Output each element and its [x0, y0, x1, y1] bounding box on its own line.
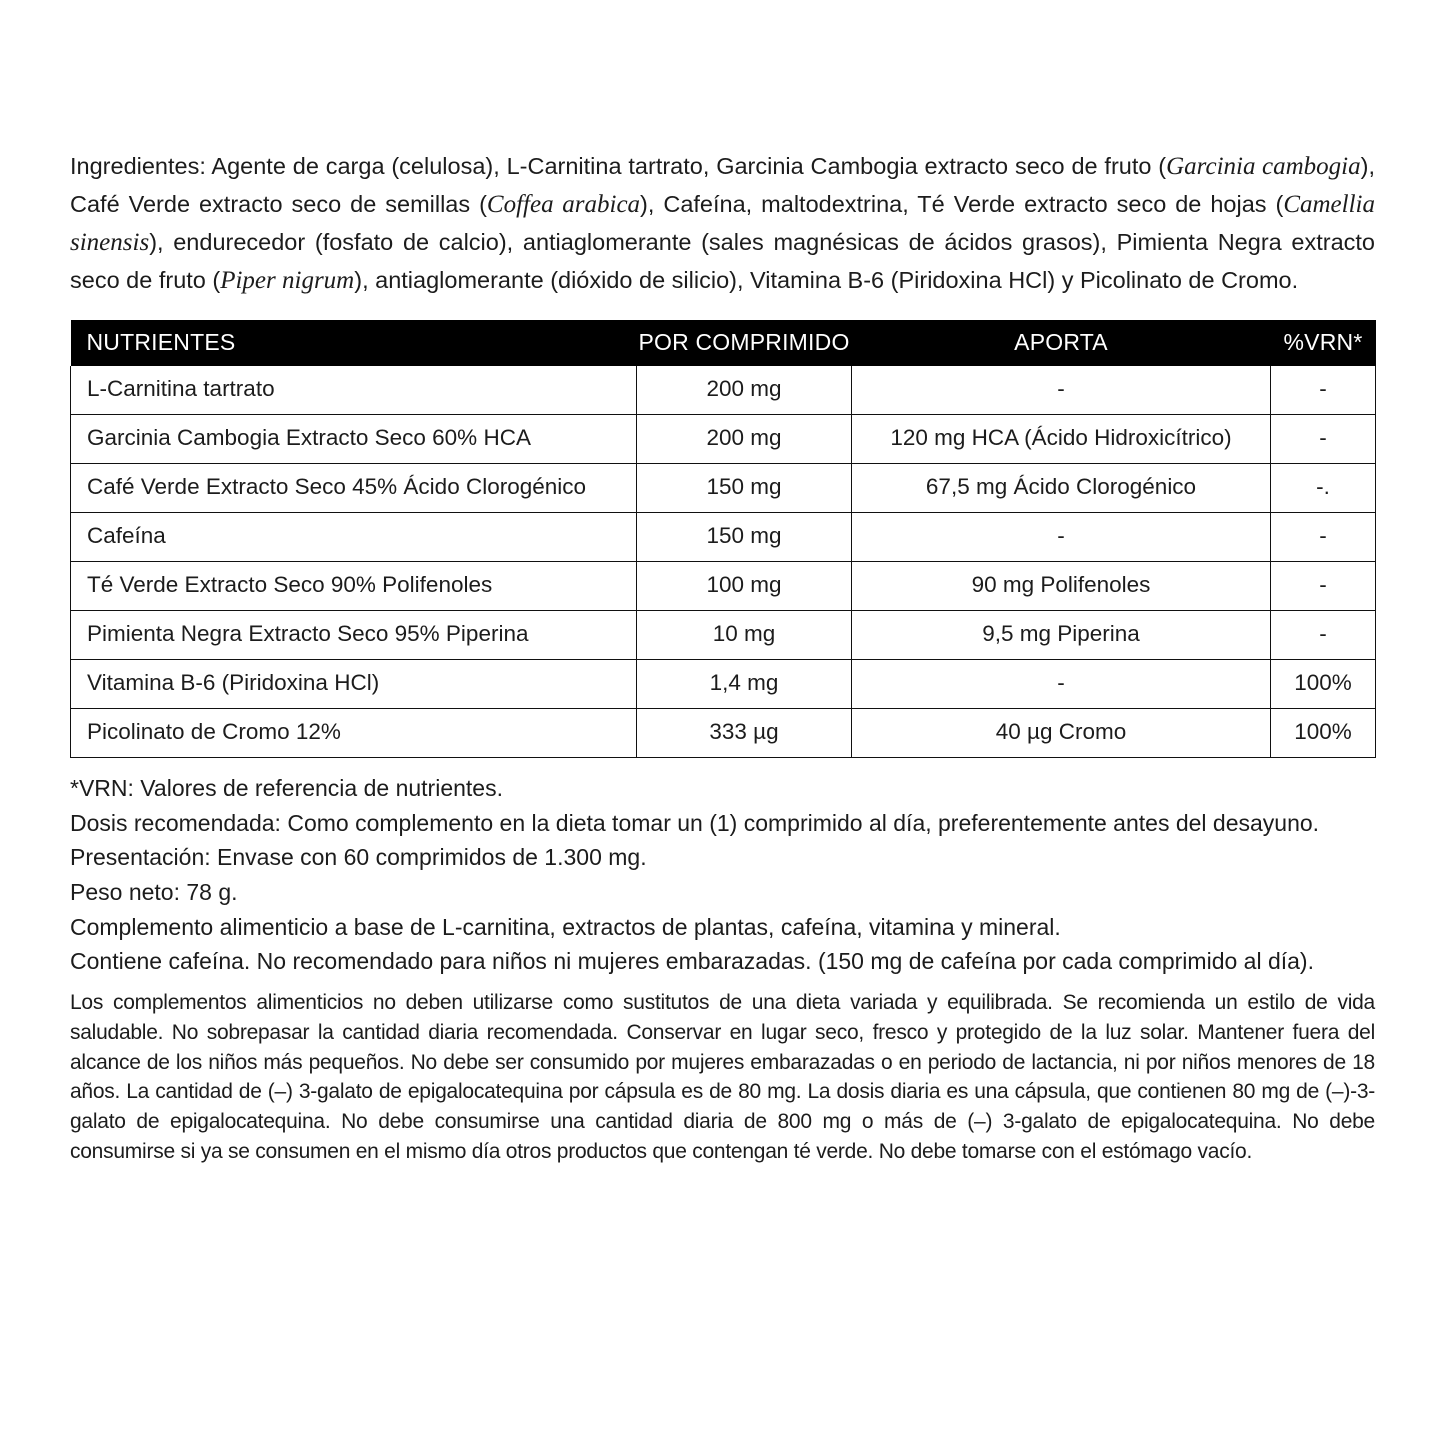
- cell-vrn: -: [1271, 562, 1376, 611]
- table-header: [71, 320, 1376, 366]
- caffeine-warning: Contiene cafeína. No recomendado para niños ni mujeres embarazadas. (150 mg de cafeína por cada comprimido al día).: [70, 948, 1314, 975]
- cell-vrn: 100%: [1271, 660, 1376, 709]
- cell-nutriente: Café Verde Extracto Seco 45% Ácido Clorogénico: [71, 464, 637, 513]
- ingredients-text: ), Café Verde extracto seco de semillas (: [70, 153, 1375, 217]
- cell-por-comprimido: 100 mg: [637, 562, 852, 611]
- cell-nutriente: Té Verde Extracto Seco 90% Polifenoles: [71, 562, 637, 611]
- cell-por-comprimido: 333 µg: [637, 709, 852, 758]
- cell-por-comprimido: 10 mg: [637, 611, 852, 660]
- column-header-vrn: %VRN*: [1271, 320, 1376, 366]
- table-body: [71, 366, 1376, 758]
- cell-vrn: 100%: [1271, 709, 1376, 758]
- cell-vrn: -: [1271, 611, 1376, 660]
- column-header-aporta: APORTA: [852, 320, 1271, 366]
- notes-section: [70, 772, 1375, 1167]
- botanical-name: Garcinia cambogia: [1166, 153, 1361, 180]
- botanical-name: Piper nigrum: [220, 267, 355, 294]
- presentation: Presentación: Envase con 60 comprimidos de 1.300 mg.: [70, 844, 647, 871]
- cell-aporta: -: [852, 660, 1271, 709]
- cell-por-comprimido: 1,4 mg: [637, 660, 852, 709]
- cell-aporta: -: [852, 513, 1271, 562]
- table-row: [71, 709, 1376, 758]
- table-header-row: [71, 320, 1376, 366]
- cell-nutriente: L-Carnitina tartrato: [71, 366, 637, 415]
- table-row: [71, 464, 1376, 513]
- ingredients-text: ), endurecedor (fosfato de calcio), antiaglomerante (sales magnésicas de ácidos grasos), Pimienta Negra extracto seco de fruto (: [70, 229, 1375, 293]
- column-header-nutrientes: NUTRIENTES: [71, 320, 637, 366]
- cell-aporta: 67,5 mg Ácido Clorogénico: [852, 464, 1271, 513]
- cell-aporta: -: [852, 366, 1271, 415]
- cell-vrn: -: [1271, 513, 1376, 562]
- cell-nutriente: Vitamina B-6 (Piridoxina HCl): [71, 660, 637, 709]
- cell-aporta: 9,5 mg Piperina: [852, 611, 1271, 660]
- table-row: [71, 366, 1376, 415]
- vrn-footnote: *VRN: Valores de referencia de nutrientes.: [70, 775, 503, 801]
- cell-nutriente: Pimienta Negra Extracto Seco 95% Piperina: [71, 611, 637, 660]
- cell-vrn: -: [1271, 366, 1376, 415]
- cell-por-comprimido: 200 mg: [637, 366, 852, 415]
- cell-vrn: -.: [1271, 464, 1376, 513]
- table-row: [71, 611, 1376, 660]
- cell-aporta: 120 mg HCA (Ácido Hidroxicítrico): [852, 415, 1271, 464]
- cell-por-comprimido: 150 mg: [637, 464, 852, 513]
- ingredients-text: ), antiaglomerante (dióxido de silicio), Vitamina B-6 (Piridoxina HCl) y Picolinato de Cromo.: [354, 267, 1299, 293]
- cell-aporta: 90 mg Polifenoles: [852, 562, 1271, 611]
- ingredients-paragraph: [70, 148, 1375, 300]
- cell-vrn: -: [1271, 415, 1376, 464]
- table-row: [71, 513, 1376, 562]
- botanical-name: Camellia sinensis: [70, 191, 1375, 256]
- net-weight: Peso neto: 78 g.: [70, 878, 238, 905]
- ingredients-text: Ingredientes: Agente de carga (celulosa), L-Carnitina tartrato, Garcinia Cambogia extracto seco de fruto (: [70, 153, 1167, 179]
- recommended-dose: Dosis recomendada: Como complemento en la dieta tomar un (1) comprimido al día, preferentemente antes del desayuno.: [70, 809, 1320, 836]
- table-row: [71, 660, 1376, 709]
- cell-aporta: 40 µg Cromo: [852, 709, 1271, 758]
- table-row: [71, 415, 1376, 464]
- ingredients-text: ), Cafeína, maltodextrina, Té Verde extracto seco de hojas (: [640, 191, 1284, 217]
- legal-disclaimer: Los complementos alimenticios no deben utilizarse como sustitutos de una dieta variada y equilibrada. Se recomienda un estilo de vida saludable. No sobrepasar la cantidad diaria recomendada. Conservar en lugar seco, fresco y protegido de la luz solar. Mantener fuera del alcance de los niños más pequeños. No debe ser consumido por mujeres embarazadas o en periodo de lactancia, ni por niños menores de 18 años. La cantidad de (–) 3-galato de epigalocatequina por cápsula es de 80 mg. La dosis diaria es una cápsula, que contienen 80 mg de (–)-3-galato de epigalocatequina. No debe consumirse una cantidad diaria de 800 mg o más de (–) 3-galato de epigalocatequina. No debe consumirse si ya se consumen en el mismo día otros productos que contengan té verde. No debe tomarse con el estómago vacío.: [70, 990, 1375, 1163]
- cell-por-comprimido: 150 mg: [637, 513, 852, 562]
- supplement-description: Complemento alimenticio a base de L-carnitina, extractos de plantas, cafeína, vitamina y mineral.: [70, 913, 1061, 940]
- nutrients-table: [70, 320, 1376, 758]
- cell-nutriente: Cafeína: [71, 513, 637, 562]
- cell-nutriente: Garcinia Cambogia Extracto Seco 60% HCA: [71, 415, 637, 464]
- botanical-name: Coffea arabica: [486, 191, 641, 218]
- cell-por-comprimido: 200 mg: [637, 415, 852, 464]
- column-header-por-comprimido: POR COMPRIMIDO: [637, 320, 852, 366]
- cell-nutriente: Picolinato de Cromo 12%: [71, 709, 637, 758]
- table-row: [71, 562, 1376, 611]
